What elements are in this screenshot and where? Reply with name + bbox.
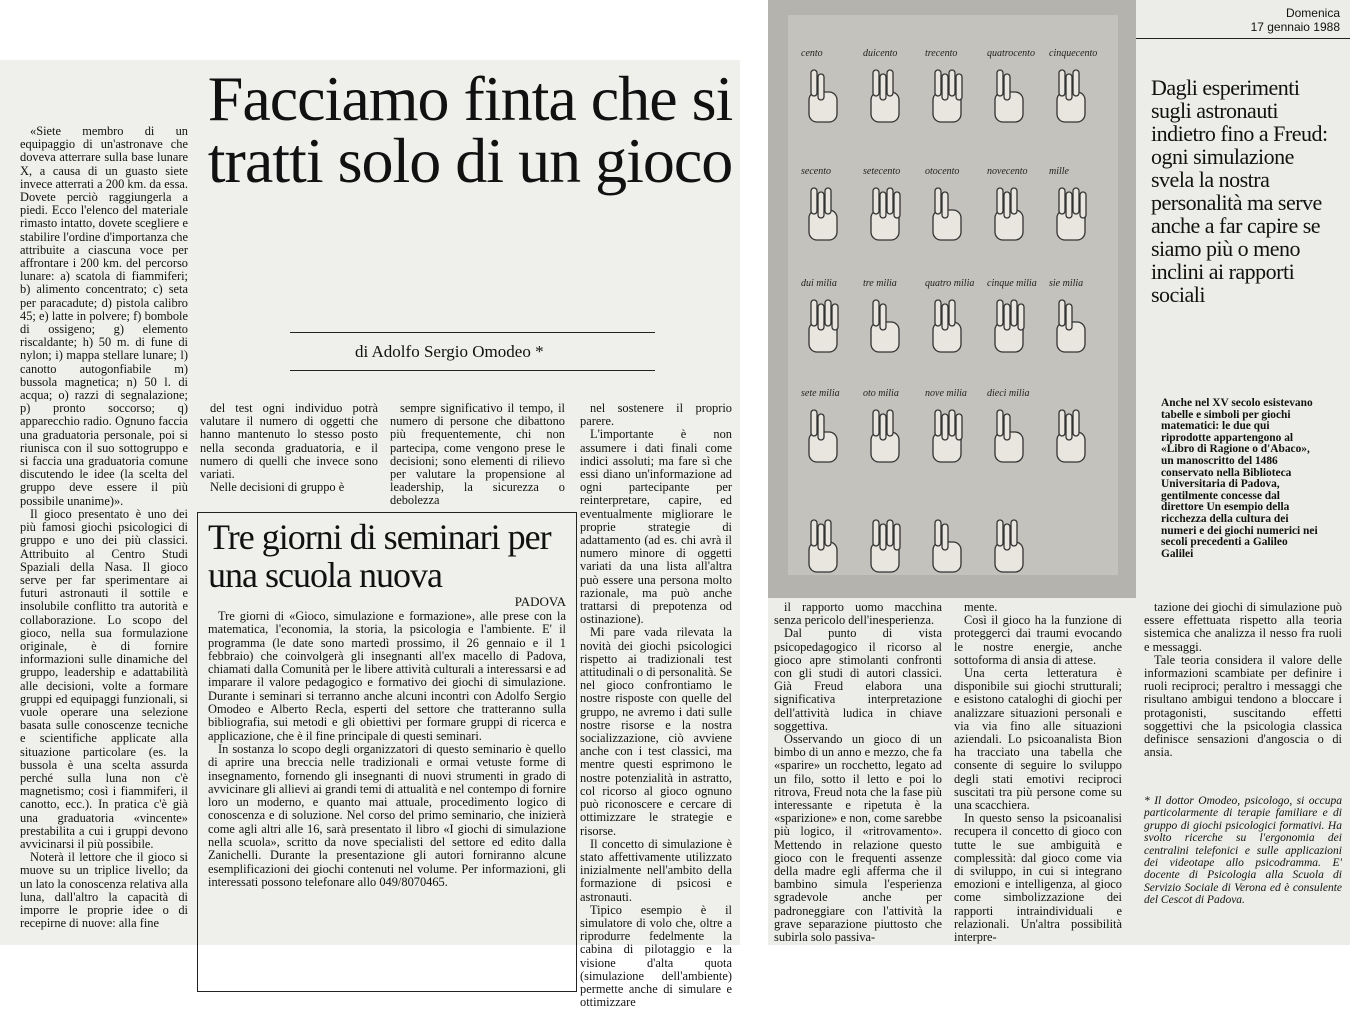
hand-sign-icon [995,300,1024,352]
manuscript-photo [768,0,1136,598]
hand-sign-icon [871,188,900,240]
manuscript-label: cinque milia [987,278,1037,289]
manuscript-label: cento [801,48,823,59]
sub-headline: Dagli esperimenti sugli astronauti indietro fino a Freud: ogni simulazione svela la nostra personalità ma serve anche a far capire se siamo più o meno inclini ai rapporti sociali [1151,75,1328,307]
colA-para-2: Dal punto di vista psicopedagogico il ricorso al gioco apre stimolanti confronti con gli studi di autori classici. Già Freud elabora una significativa interpretazione dell'attività ludica in chiave soggettiva. [774,626,942,733]
box-para-1: Tre giorni di «Gioco, simulazione e formazione», alle prese con la matematica, l'economia, la storia, la psicologia e l'ambiente. E' il programma (le date sono martedì prossimo, il 26 gennaio e il 1 febbraio) che coinvolgerà gli insegnanti all'ex macello di Padova, chiamati dalla Comunità per le libere attività culturali a interessarsi e ad imparare il valore pedagogico e formativo dei giochi di simulazione. Durante i seminari si terranno anche alcuni incontri con Adolfo Sergio Omodeo e Alberto Recla, esperti del settore che tratteranno sulla bibliografia, sui metodi e gli obiettivi per formare gruppi di ricerca e applicazione, che è il fine principale di questi seminari. [208,609,566,743]
manuscript-label: quatrocento [987,48,1035,59]
colB-para-3: Una certa letteratura è disponibile sui giochi strutturali; e esistono cataloghi di giochi per analizzare situazioni personali e via via fino alle situazioni aziendali. Lo psicoanalista Bion ha tracciato una tabella che consente di seguire lo sviluppo degli stati emotivi reciproci suscitati tra più persone come su una scacchiera. [954,666,1122,813]
left-newspaper-page [0,60,740,1009]
colB-para-2: Così il gioco ha la funzione di proteggerci dai traumi evocando le nostre energie, anche sottoforma di ansia di attese. [954,613,1122,667]
col4-para-3: Mi pare vada rilevata la novità dei giochi psicologici rispetto ai tradizionali test attitudinali o di personalità. Se nel gioco confrontiamo le nostre risposte con quelle del gruppo, ne avremo i dati sulle nostre risorse e la nostra socializzazione, ciò avviene anche con i test classici, ma mentre questi esprimono le nostre potenzialità in astratto, col ricorso al gioco ognuno può riconoscere e cercare di ottimizzare le strategie e risorse. [580,625,732,838]
manuscript-label: duicento [863,48,898,59]
hand-sign-icon [1057,188,1086,240]
manuscript-label: sie milia [1049,278,1084,289]
hand-sign-icon [933,410,962,462]
right-newspaper-page [768,0,1350,945]
weekday: Domenica [1285,6,1340,20]
issue-date: 17 gennaio 1988 [1250,20,1340,34]
article-column-1 [20,125,188,943]
manuscript-label: novecento [987,166,1028,177]
col1-para-3: Noterà il lettore che il gioco si muove su un triplice livello; da un lato la conoscenza relativa alla luna, dall'altro la capacità di imporre le proprie idee o di recepirne di nuove: alla fine [20,850,188,931]
col4-para-1: nel sostenere il proprio parere. [580,401,732,429]
manuscript-label: sete milia [801,388,840,399]
article-column-3 [390,401,565,508]
col4-para-4: Il concetto di simulazione è stato affettivamente utilizzato inizialmente nell'ambito della formazione di psicosi e astronauti. [580,836,732,904]
col2-para-1: del test ogni individuo potrà valutare il numero di oggetti che hanno mantenuto lo stesso posto nella seconda graduatoria, e il numero di quelli che invece sono variati. [200,401,378,482]
colC-para-2: Tale teoria considera il valore delle informazioni scambiate per definire i ruoli reciproci; peraltro i messaggi che risultano ambigui tendono a bloccare i protagonisti, suscitando effetti soggettivi che la psicologia classica definisce sensazioni d'angoscia o di ansia. [1144,652,1342,760]
manuscript-label: setecento [863,166,901,177]
article-column-4 [580,401,732,1009]
byline: di Adolfo Sergio Omodeo * [355,342,544,361]
photo-caption: Anche nel XV secolo esistevano tabelle e simboli per giochi matematici: le due qui riprodotte appartengono al «Libro di Ragione o d'Abaco», un manoscritto del 1486 conservato nella Biblioteca Universitaria di Padova, gentilmente concesse dal direttore Un esempio della ricchezza della cultura dei numeri e dei giochi numerici nei secoli precedenti a Galileo Galilei [1161,397,1318,560]
hand-sign-icon [871,520,900,572]
manuscript-label: mille [1049,166,1069,177]
box-location: PADOVA [514,594,566,609]
date-rule [1136,38,1350,39]
col1-para-2: Il gioco presentato è uno dei più famosi giochi psicologici di gruppo e uno dei più classici. Attribuito al Centro Studi Spaziali della Nasa. Il gioco serve per far sperimentare ai futuri astronauti il sottile e insolubile conflitto tra autorità e collaborazione. Lo scopo del gioco, nella sua formulazione originale, è di fornire informazioni sulle dinamiche del gruppo, leadership e adattabilità alle decisioni, volte a formare gruppi ed equipaggi funzionali, si vuole operare una selezione basata sulle conoscenze tecniche e scientifiche applicate alla situazione particolare (es. la bussola è una scelta assurda perché sulla luna non c'è magnetismo; così i fiammiferi, il canotto, ecc.). In pratica c'è già una graduatoria «vincente» prestabilita a cui i gruppi devono avvicinarsi il più possibile. [20,506,188,851]
article-column-7 [1144,601,1342,791]
col1-para-1: «Siete membro di un equipaggio di un'astronave che doveva atterrare sulla base lunare X, a causa di un guasto siete invece atterrati a 200 km. da essa. Dovete perciò raggiungerla a piedi. Ecco l'elenco del materiale rimasto intatto, dovete scegliere e stabilire l'ordine d'importanza che attribuite a ciascuna voce per affrontare i 200 km. del percorso lunare: a) scatola di fiammiferi; b) alimento concentrato; c) seta per paracadute; d) pistola calibro 45; e) latte in polvere; f) bombole di ossigeno; g) elemento riscaldante; h) 50 m. di fune di nylon; i) mappa stellare lunare; l) canotto autogonfiabile m) bussola magnetica; n) 50 l. di acqua; o) razzi di segnalazione; p) pronto soccorso; q) apparecchio radio. Ognuno faccia una graduatoria personale, poi si riunisca con il suo sottogruppo e si faccia una graduatoria comune discutendo le idee (la scelta del gruppo deve essere il più possibile unanime)». [20,124,188,508]
finger-counting-manuscript-image [768,0,1136,598]
headline: Facciamo finta che si tratti solo di un gioco [207,63,733,196]
col3-para-1: sempre significativo il tempo, il numero di persone che dibattono più frequentemente, chi non partecipa, come vengono prese le decisioni; sono elementi di rilievo per valutare la propensione al leadership, la sicurezza o debolezza [390,401,565,508]
manuscript-label: oto milia [863,388,899,399]
hand-sign-icon [933,70,962,122]
manuscript-label: nove milia [925,388,967,399]
article-column-6 [954,601,1122,945]
manuscript-label: tre milia [863,278,897,289]
colB-para-1: mente. [964,600,998,614]
manuscript-label: quatro milia [925,278,975,289]
hand-sign-icon [809,300,838,352]
manuscript-label: cinquecento [1049,48,1098,59]
col4-para-5: Tipico esempio è il simulatore di volo che, oltre a riprodurre fedelmente la cabina di pilotaggio e la visione d'alta quota (simulazione dell'ambiente) permette anche di simulare e ottimizzare [580,902,732,1009]
box-title: Tre giorni di seminari per una scuola nuova [208,517,551,595]
manuscript-label: secento [801,166,831,177]
article-column-2 [200,402,378,502]
manuscript-label: dieci milia [987,388,1030,399]
box-text [208,610,566,889]
colA-para-1: il rapporto uomo macchina senza pericolo dell'inesperienza. [774,600,942,628]
col2-para-2: Nelle decisioni di gruppo è [210,480,345,495]
seminar-box [197,512,577,992]
colB-para-4: In questo senso la psicoanalisi recupera il concetto di gioco con tutte le sue ambiguità e complessità: dal gioco come via di sviluppo, in cui si integrano emozioni e intelligenza, al gioco come simbolizzazione dei rapporti intraindividuali e relazionali. Un'altra possibilità interpre- [954,811,1122,945]
colC-para-1: tazione dei giochi di simulazione può essere effettuata rispetto alla teoria sistemica che analizza il nesso fra ruoli e messaggi. [1144,600,1342,654]
manuscript-label: dui milia [801,278,837,289]
manuscript-label: trecento [925,48,958,59]
box-para-2: In sostanza lo scopo degli organizzatori di questo seminario è quello di aprire una breccia nelle tradizionali e ormai vetuste forme di insegnamento, fornendo gli insegnanti di nuovi strumenti in grado di avvicinare gli allievi ai grandi temi di attualità e nel contempo di fornire loro un moderno, e quanto mai attuale, procedimento logico di conoscenza e di soluzione. Nel corso del primo seminario, che inizierà come agli altri alle 16, sarà presentato il libro «I giochi di simulazione nella scuola», scritto da nove specialisti del settore ed edito dalla Zanichelli. Durante la presentazione gli autori forniranno alcune esemplificazioni dei giochi contenuti nel volume. Per informazioni, gli interessati possono telefonare allo 049/8070465. [208,741,566,889]
headline-rule-bottom [290,370,655,371]
headline-rule-top [290,332,655,333]
colA-para-3: Osservando un gioco di un bimbo di un anno e mezzo, che fa «sparire» un rocchetto, legato ad un filo, sotto il letto e poi lo ritrova, Freud nota che la fase più interessante e ripetuta è la «sparizione» e non, come sarebbe più logico, il «ritrovamento». Mettendo in relazione questo gioco con le frequenti assenze della madre egli afferma che il bambino simula l'esperienza sgradevole anche per padroneggiare con l'attività la grave separazione piuttosto che subirla solo passiva- [774,732,942,945]
article-column-5 [774,601,942,945]
manuscript-label: otocento [925,166,960,177]
col4-para-2: L'importante è non assumere i dati finali come indici assoluti; ma fare sì che essi diano un'informazione ad ogni partecipante per reinterpretare, capire, ed eventualmente migliorare le proprie strategie di adattamento (ad es. chi avrà il numero minore di oggetti variati da una lista all'altra può essere una persona molto razionale, ma può anche trattarsi di prepotenza od ostinazione). [580,427,732,627]
author-footnote: * Il dottor Omodeo, psicologo, si occupa particolarmente di terapie familiare e di gruppo di giochi psicologici formativi. Ha svolto ricerche su l'ergonomia dei centralini telefonici e sulle applicazioni dei videotape allo psicodramma. E' docente di Psicologia alla Scuola di Servizio Sociale di Verona ed è consulente del Cescot di Padova. [1144,795,1342,907]
date-header [1251,6,1340,34]
